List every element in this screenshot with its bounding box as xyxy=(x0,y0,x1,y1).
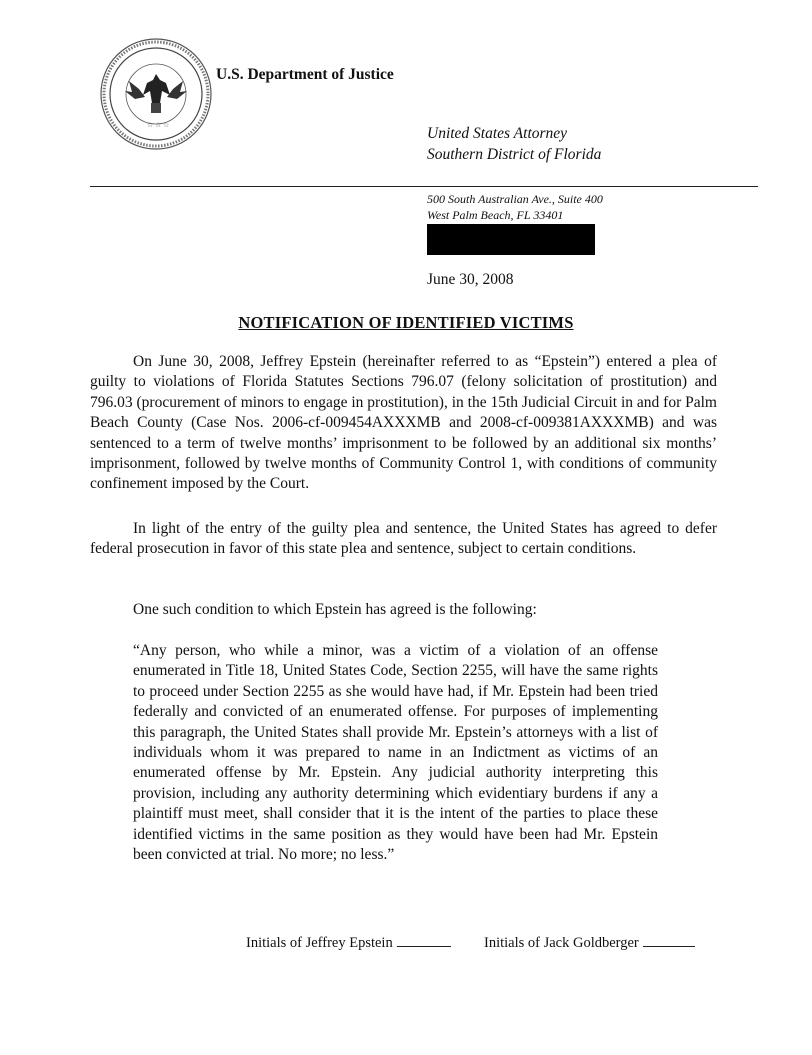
initials-goldberger xyxy=(484,935,695,952)
condition-quote: “Any person, who while a minor, was a victim of a violation of an offense enumerated in Title 18, United States Code, Section 2255, will have the same rights to proceed under Section 2255 as she would have had, if Mr. Epstein had been tried federally and convicted of an enumerated offense. For purposes of implementing this paragraph, the United States shall provide Mr. Epstein’s attorneys with a list of individuals whom it was prepared to name in an Indictment as victims of an enumerated offense by Mr. Epstein. Any judicial authority interpreting this provision, including any authority determining which evidentiary burdens if any a plaintiff must meet, shall consider that it is the intent of the parties to place these identified victims in the same position as they would have been had Mr. Epstein been convicted at trial. No more; no less.” xyxy=(133,642,658,864)
address-block xyxy=(427,192,603,223)
paragraph-plea: On June 30, 2008, Jeffrey Epstein (hereinafter referred to as “Epstein”) entered a plea of guilty to violations of Florida Statutes Sections 796.07 (felony solicitation of prostitution) and 796.03 (procurement of minors to engage in prostitution), in the 15th Judicial Circuit in and for Palm Beach County (Case Nos. 2006-cf-009454AXXXMB and 2008-cf-009381AXXXMB) and was sentenced to a term of twelve months’ imprisonment to be followed by an additional six months’ imprisonment, followed by twelve months of Community Control 1, with conditions of community confinement imposed by the Court. xyxy=(90,353,717,493)
address-line-1: 500 South Australian Ave., Suite 400 xyxy=(427,192,603,206)
svg-text:☆ ☆ ☆: ☆ ☆ ☆ xyxy=(147,121,170,129)
paragraph-condition-intro: One such condition to which Epstein has agreed is the following: xyxy=(133,601,537,618)
initials-epstein xyxy=(246,935,451,952)
header-divider xyxy=(90,186,758,187)
address-line-2: West Palm Beach, FL 33401 xyxy=(427,207,564,222)
initials-goldberger-label: Initials of Jack Goldberger xyxy=(484,935,639,951)
office-line-2: Southern District of Florida xyxy=(427,146,602,163)
paragraph-deferral: In light of the entry of the guilty plea and sentence, the United States has agreed to defer federal prosecution in favor of this state plea and sentence, subject to certain conditions. xyxy=(90,520,717,558)
initials-epstein-blank[interactable] xyxy=(397,945,451,947)
document-title: NOTIFICATION OF IDENTIFIED VICTIMS xyxy=(238,313,574,332)
initials-goldberger-blank[interactable] xyxy=(643,945,695,947)
department-name: U.S. Department of Justice xyxy=(216,66,394,83)
initials-epstein-label: Initials of Jeffrey Epstein xyxy=(246,935,393,951)
redaction-box xyxy=(427,224,595,255)
office-line-1: United States Attorney xyxy=(427,125,568,142)
doj-seal-icon xyxy=(99,37,213,151)
office-block xyxy=(427,123,601,165)
letter-date: June 30, 2008 xyxy=(427,271,514,288)
